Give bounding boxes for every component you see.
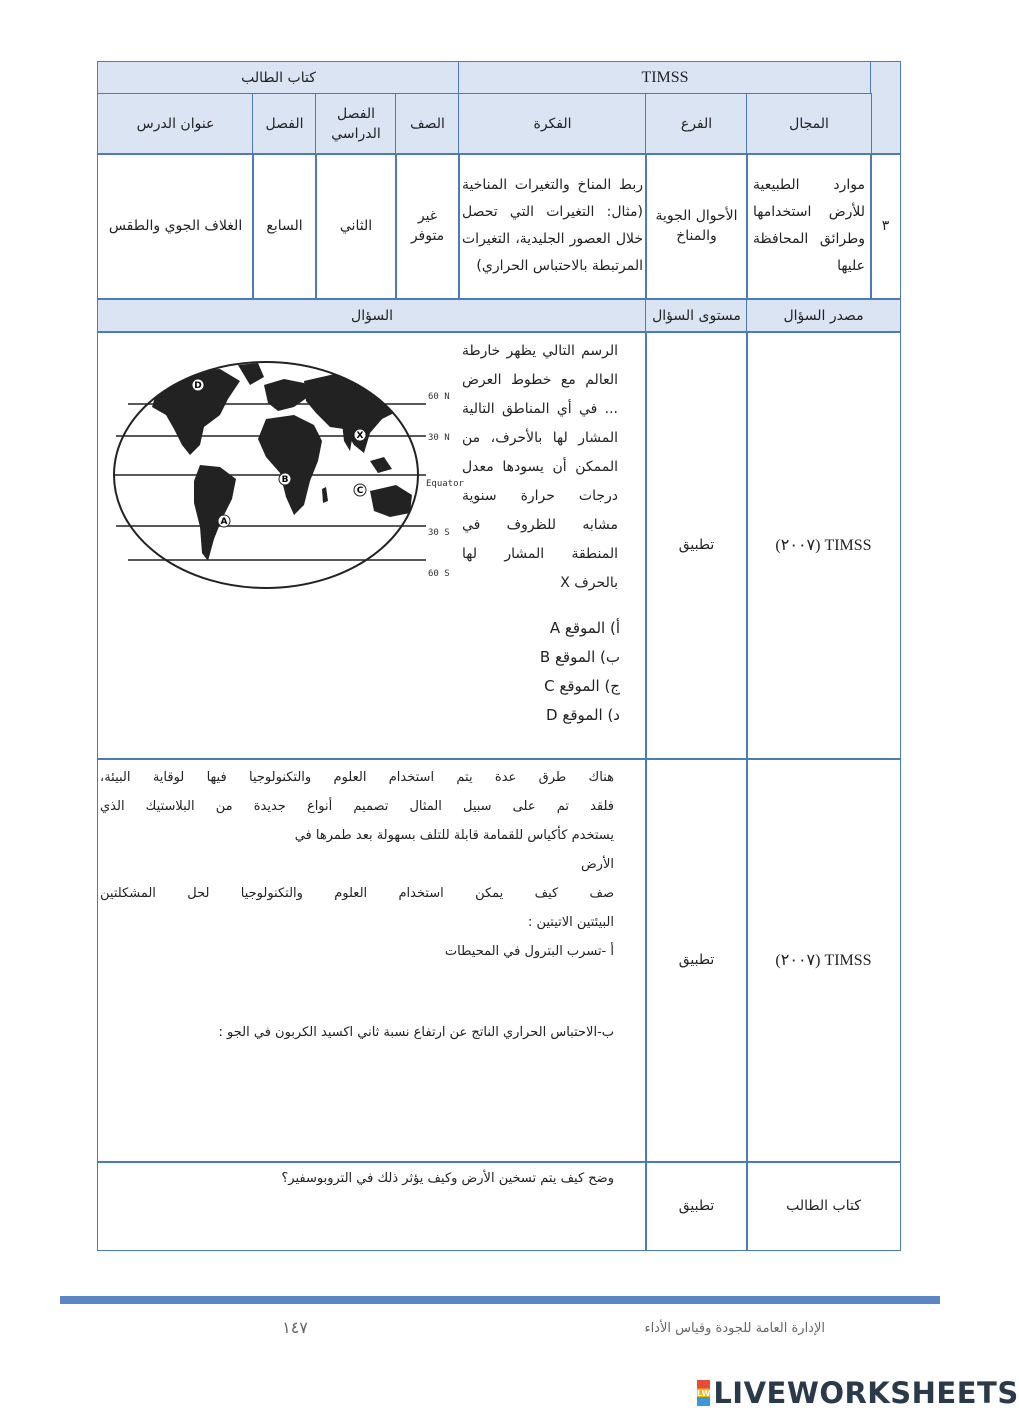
col-semester: الفصل الدراسي: [315, 93, 397, 155]
q3-level: تطبيق: [645, 1161, 748, 1251]
col-domain: المجال: [746, 93, 872, 155]
q1-text: الرسم التالي يظهر خارطة العالم مع خطوط العرض ... في أي المناطق التالية المشار لها بالأحرف، من الممكن أن يسودها معدل درجات حرارة سنوية مشابه للظروف في المنطقة المشار لها بالحرف X: [462, 343, 618, 591]
lat-label-60s: 60 S: [428, 569, 450, 579]
col-idea: الفكرة: [458, 93, 647, 155]
q2-part-a: أ -تسرب البترول في المحيطات: [444, 944, 614, 959]
svg-text:D: D: [194, 381, 202, 391]
row-chapter: السابع: [252, 153, 317, 299]
svg-text:C: C: [356, 486, 364, 496]
q3-text: وضح كيف يتم تسخين الأرض وكيف يؤثر ذلك في التروبوسفير؟: [281, 1171, 614, 1186]
lat-label-60n: 60 N: [428, 392, 450, 402]
world-map-figure: [108, 357, 464, 601]
row-grade: غير متوفر: [395, 153, 460, 299]
footer-page-number: ١٤٧: [282, 1318, 308, 1337]
q2-line-2: فلقد تم على سبيل المثال تصميم أنواع جديدة من البلاستيك الذي: [100, 799, 614, 814]
lat-label-30n: 30 N: [428, 433, 450, 443]
q2-part-b: ب-الاحتباس الحراري الناتج عن ارتفاع نسبة ثاني اكسيد الكربون في الجو :: [218, 1025, 614, 1040]
q1-source: TIMSS (٢٠٠٧): [746, 331, 901, 760]
col-grade: الصف: [395, 93, 460, 155]
row-semester: الثاني: [315, 153, 397, 299]
q1-option-a[interactable]: أ) الموقع A: [549, 619, 620, 637]
q1-option-c[interactable]: ج) الموقع C: [544, 677, 620, 695]
q-header-question: السؤال: [97, 299, 647, 333]
col-branch: الفرع: [645, 93, 748, 155]
svg-text:B: B: [281, 475, 289, 485]
marker-x: [354, 429, 366, 441]
q2-line-4: صف كيف يمكن استخدام العلوم والتكنولوجيا لحل المشكلتين: [100, 886, 614, 901]
row-branch: الأحوال الجوية والمناخ: [645, 153, 748, 299]
marker-b: [279, 473, 291, 485]
marker-c: [354, 484, 366, 496]
q-header-level: مستوى السؤال: [645, 299, 748, 333]
logo-badge: LW: [697, 1380, 710, 1406]
q2-source: TIMSS (٢٠٠٧): [746, 758, 901, 1163]
col-chapter: الفصل: [252, 93, 317, 155]
q2-level: تطبيق: [645, 758, 748, 1163]
q2-line-3: يستخدم كأكياس للقمامة قابلة للتلف بسهولة بعد طمرها في الأرض: [294, 828, 614, 872]
q2-line-5: البيئتين الاتيتين :: [527, 915, 614, 930]
marker-d: [192, 379, 204, 391]
lat-label-equator: Equator: [426, 479, 464, 489]
row-domain: موارد الطبيعية للأرض استخدامها وطرائق المحافظة عليها: [746, 153, 872, 299]
svg-text:A: A: [220, 517, 228, 527]
header-student-book: كتاب الطالب: [97, 61, 460, 95]
row-number: ٣: [870, 153, 901, 299]
q1-level: تطبيق: [645, 331, 748, 760]
q1-option-b[interactable]: ب) الموقع B: [539, 648, 620, 666]
lat-label-30s: 30 S: [428, 528, 450, 538]
q1-option-d[interactable]: د) الموقع D: [546, 706, 620, 724]
q-header-source: مصدر السؤال: [746, 299, 901, 333]
logo-text: LIVEWORKSHEETS: [713, 1376, 1019, 1410]
col-lesson-title: عنوان الدرس: [97, 93, 254, 155]
row-idea: ربط المناخ والتغيرات المناخية (مثال: التغيرات التي تحصل خلال العصور الجليدية، التغيرات المرتبطة بالاحتباس الحراري): [458, 153, 647, 299]
q2-text: [100, 763, 614, 966]
q1-options: [480, 614, 620, 730]
footer-bar: [60, 1296, 940, 1304]
footer-department: الإدارة العامة للجودة وقياس الأداء: [644, 1321, 825, 1336]
marker-a: [218, 515, 230, 527]
header-number-col: [870, 61, 901, 155]
svg-text:X: X: [356, 431, 364, 441]
header-timss: TIMSS: [458, 61, 872, 95]
q3-source: كتاب الطالب: [746, 1161, 901, 1251]
liveworksheets-logo: [697, 1376, 1019, 1410]
q2-line-1: هناك طرق عدة يتم استخدام العلوم والتكنولوجيا فيها لوقاية البيئة،: [100, 770, 614, 785]
row-lesson: الغلاف الجوي والطقس: [97, 153, 254, 299]
